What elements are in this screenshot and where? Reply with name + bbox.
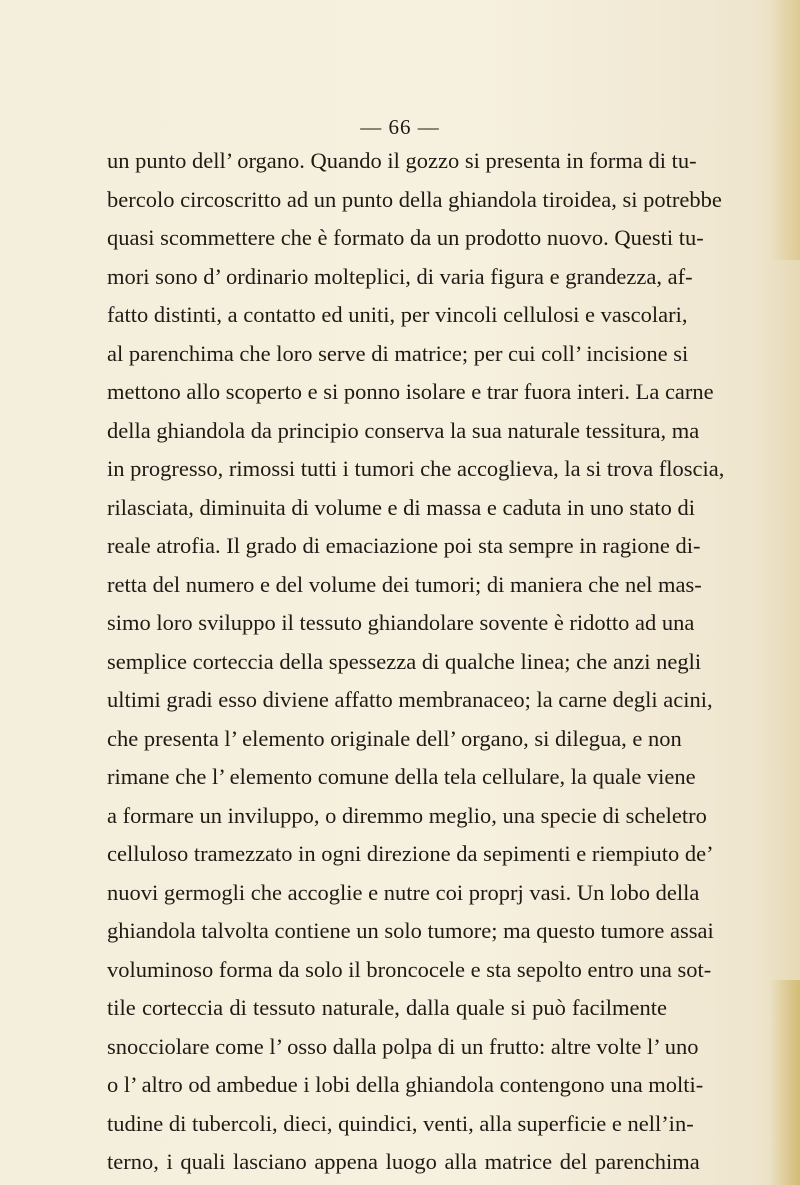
- body-text: [107, 142, 725, 1182]
- page-edge-stain: [770, 980, 800, 1185]
- text-line: tudine di tubercoli, dieci, quindici, venti, alla superficie e nell’in-: [107, 1110, 694, 1136]
- page-number: — 66 —: [360, 115, 440, 139]
- text-line: o l’ altro od ambedue i lobi della ghiandola contengono una molti-: [107, 1072, 704, 1097]
- text-line: al parenchima che loro serve di matrice; per cui coll’ incisione si: [107, 340, 689, 366]
- text-line: un punto dell’ organo. Quando il gozzo si presenta in forma di tu-: [107, 148, 697, 173]
- text-line: terno, i quali lasciano appena luogo alla matrice del parenchima: [107, 1149, 700, 1174]
- text-line: rilasciata, diminuita di volume e di massa e caduta in uno stato di: [107, 494, 695, 520]
- text-line: reale atrofia. Il grado di emaciazione poi sta sempre in ragione di-: [107, 533, 701, 558]
- text-line: della ghiandola da principio conserva la sua naturale tessitura, ma: [107, 417, 700, 443]
- text-line: semplice corteccia della spessezza di qualche linea; che anzi negli: [107, 648, 702, 674]
- text-line: snocciolare come l’ osso dalla polpa di un frutto: altre volte l’ uno: [107, 1033, 699, 1059]
- text-line: simo loro sviluppo il tessuto ghiandolare sovente è ridotto ad una: [107, 610, 695, 635]
- text-line: mettono allo scoperto e si ponno isolare e trar fuora interi. La carne: [107, 379, 714, 404]
- text-line: tile corteccia di tessuto naturale, dalla quale si può facilmente: [107, 995, 667, 1020]
- text-line: in progresso, rimossi tutti i tumori che accoglieva, la si trova floscia,: [107, 456, 725, 481]
- text-line: ghiandola talvolta contiene un solo tumore; ma questo tumore assai: [107, 918, 714, 943]
- text-line: nuovi germogli che accoglie e nutre coi proprj vasi. Un lobo della: [107, 879, 700, 905]
- text-line: retta del numero e del volume dei tumori; di maniera che nel mas-: [107, 571, 702, 597]
- text-line: ultimi gradi esso diviene affatto membranaceo; la carne degli acini,: [107, 687, 713, 712]
- text-line: bercolo circoscritto ad un punto della ghiandola tiroidea, si potrebbe: [107, 186, 722, 212]
- text-line: mori sono d’ ordinario molteplici, di varia figura e grandezza, af-: [107, 263, 693, 289]
- text-line: voluminoso forma da solo il broncocele e sta sepolto entro una sot-: [107, 956, 712, 982]
- text-line: rimane che l’ elemento comune della tela cellulare, la quale viene: [107, 764, 696, 789]
- text-line: che presenta l’ elemento originale dell’ organo, si dilegua, e non: [107, 725, 682, 751]
- text-line: a formare un inviluppo, o diremmo meglio, una specie di scheletro: [107, 802, 707, 828]
- text-line: fatto distinti, a contatto ed uniti, per vincoli cellulosi e vascolari,: [107, 302, 688, 327]
- text-line: quasi scommettere che è formato da un prodotto nuovo. Questi tu-: [107, 225, 704, 250]
- text-line: celluloso tramezzato in ogni direzione da sepimenti e riempiuto de’: [107, 841, 714, 866]
